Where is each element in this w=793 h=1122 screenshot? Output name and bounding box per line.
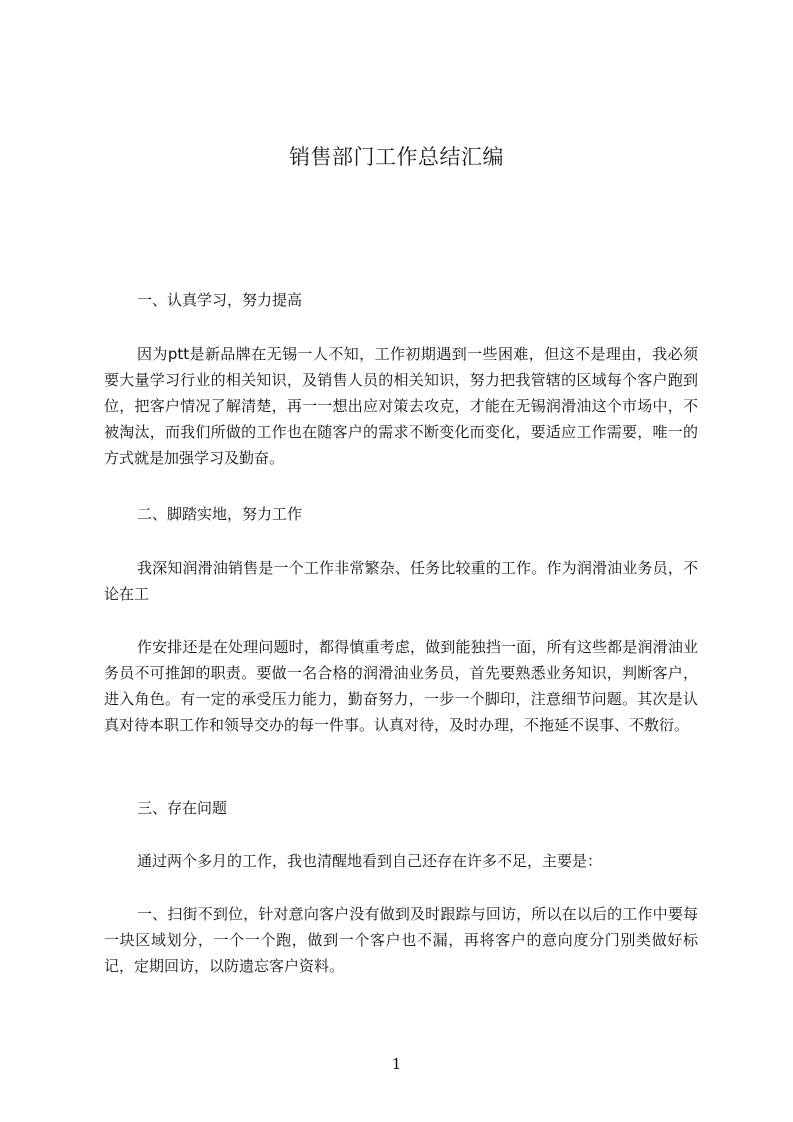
page-number: 1 [391, 1055, 402, 1073]
section-heading-1: 一、认真学习，努力提高 [137, 291, 303, 309]
section-3-paragraph-2: 一、扫街不到位，针对意向客户没有做到及时跟踪与回访，所以在以后的工作中要每一块区域划分，一个一个跑，做到一个客户也不漏，再将客户的意向度分门别类做好标记，定期回访，以防遗忘客户资料。 [104, 905, 698, 975]
section-2-paragraph-2: 作安排还是在处理问题时，都得慎重考虑，做到能独挡一面，所有这些都是润滑油业务员不可推卸的职责。要做一名合格的润滑油业务员，首先要熟悉业务知识，判断客户，进入角色。有一定的承受压力能力，勤奋努力，一步一个脚印，注意细节问题。其次是认真对待本职工作和领导交办的每一件事。认真对待，及时办理，不拖延不误事、不敷衍。 [104, 638, 698, 734]
section-heading-3: 三、存在问题 [137, 799, 228, 817]
document-title: 销售部门工作总结汇编 [289, 145, 504, 169]
section-2-paragraph-1: 我深知润滑油销售是一个工作非常繁杂、任务比较重的工作。作为润滑油业务员，不论在工 [104, 559, 698, 603]
section-3-paragraph-1: 通过两个多月的工作，我也清醒地看到自己还存在许多不足，主要是： [137, 852, 603, 870]
section-1-paragraph-1: 因为ptt是新品牌在无锡一人不知，工作初期遇到一些困难，但这不是理由，我必须要大量学习行业的相关知识，及销售人员的相关知识，努力把我管辖的区域每个客户跑到位，把客户情况了解清楚，再一一想出应对策去攻克，才能在无锡润滑油这个市场中，不被淘汰，而我们所做的工作也在随客户的需求不断变化而变化，要适应工作需要，唯一的方式就是加强学习及勤奋。 [104, 345, 698, 467]
section-heading-2: 二、脚踏实地，努力工作 [137, 505, 303, 523]
